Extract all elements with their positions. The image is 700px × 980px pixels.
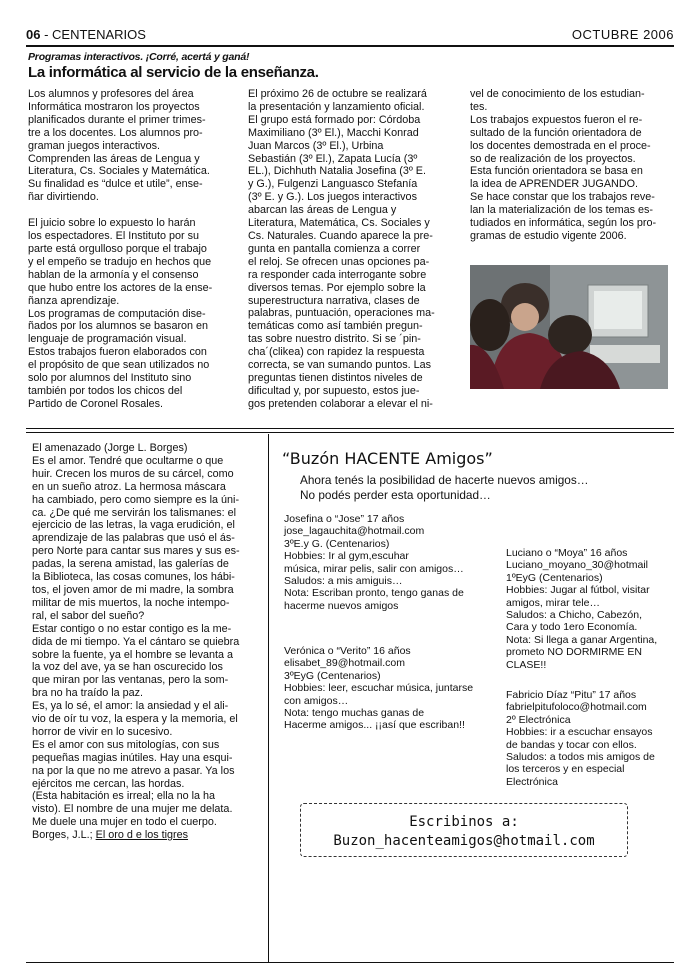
article-column-3 xyxy=(470,88,674,243)
article-paragraph: El juicio sobre lo expuesto lo harán los espectadores. El Instituto por su parte está orgulloso porque el trabajo y el empeño se tradujo en hechos que hablan de la armonía y el consenso que hubo entre los actores de la ense- ñanza aprendizaje. Los programas de computación dise- ñados por los alumnos se basaron en lenguaje de programación visual. Estos trabajos fueron elaborados con el propósito de que sean utilizados no solo por alumnos del Instituto sino también por todos los chicos del Partido de Coronel Rosales. xyxy=(28,217,213,410)
poem-signature xyxy=(32,829,262,842)
poem-block xyxy=(32,442,262,842)
poem-title: El amenazado (Jorge L. Borges) xyxy=(32,442,188,454)
section-divider xyxy=(26,428,674,429)
poem-author: Borges, J.L.; xyxy=(32,829,96,842)
friend-card: Fabricio Díaz “Pitu” 17 años fabrielpitufoloco@hotmail.com 2º Electrónica Hobbies: ir a escuchar ensayos de bandas y tocar con ellos. Saludos: a todos mis amigos de los terceros y en especial Electrónica xyxy=(506,689,655,788)
column-divider xyxy=(268,434,269,962)
issue-date: OCTUBRE 2006 xyxy=(571,27,674,42)
header-section xyxy=(26,27,146,42)
students-computer-photo xyxy=(470,265,668,389)
contact-email[interactable]: Buzon_hacenteamigos@hotmail.com xyxy=(333,833,595,849)
buzon-subtitle: Ahora tenés la posibilidad de hacerte nuevos amigos… No podés perder esta oportunidad… xyxy=(300,473,589,502)
article-column-2 xyxy=(248,88,462,411)
contact-box xyxy=(300,803,628,857)
poem-book-title: El oro d e los tigres xyxy=(95,829,189,842)
bottom-rule xyxy=(26,962,674,963)
friend-card: Josefina o “Jose” 17 años jose_lagauchita@hotmail.com 3ºE.y G. (Centenarios) Hobbies: Ir al gym,escuhar música, mirar pelis, salir con amigos… Saludos: a mis amiguis… Nota: Escriban pronto, tengo ganas de hacerme nuevos amigos xyxy=(284,513,464,612)
photo-illustration xyxy=(470,265,668,389)
article-column-1 xyxy=(28,88,238,411)
buzon-title: “Buzón HACENTE Amigos” xyxy=(282,449,493,468)
section-name: - CENTENARIOS xyxy=(40,27,146,42)
article-headline: La informática al servicio de la enseñanza. xyxy=(28,64,319,81)
contact-heading: Escribinos a: xyxy=(409,814,519,830)
section-divider xyxy=(26,432,674,433)
article-paragraph: Los alumnos y profesores del área Informática mostraron los proyectos planificados durante el primer trimes- tre a los docentes. Los alumnos pro- graman juegos interactivos. Comprenden las áreas de Lengua y Literatura, Cs. Sociales y Matemática. Su finalidad es “dulce et utile”, ense- ñar divirtiendo. xyxy=(28,88,210,204)
article-paragraph: vel de conocimiento de los estudian- tes. Los trabajos expuestos fueron el re- sultado de la función orientadora de los docentes demostrada en el proce- so de realización de los proyectos. Esta función orientadora se basa en la idea de APRENDER JUGANDO. Se hace constar que los trabajos reve- lan la materialización de los temas es- tudiados en informática, según los pro- gramas de estudio vigente 2006. xyxy=(470,88,657,242)
page-number: 06 xyxy=(26,27,41,42)
friend-card: Luciano o “Moya” 16 años Luciano_moyano_30@hotmail 1ºEyG (Centenarios) Hobbies: Jugar al fútbol, visitar amigos, mirar tele… Saludos: a Chicho, Cabezón, Cara y todo 1ero Economía. Nota: Si llega a ganar Argentina, prometo NO DORMIRME EN CLASE!! xyxy=(506,547,658,671)
article-kicker: Programas interactivos. ¡Corré, acertá y ganá! xyxy=(28,51,250,63)
poem-body: Es el amor. Tendré que ocultarme o que huir. Crecen los muros de su cárcel, como en un sueño atroz. La hermosa máscara ha cambiado, pero como siempre es la úni- ca. ¿De qué me servirán los talismanes: el ejercicio de las letras, la vaga erudición, el aprendizaje de las palabras que usó el ás- pero Norte para cantar sus mares y sus es- padas, la serena amistad, las galerías de la Biblioteca, las cosas comunes, los hábi- tos, el joven amor de mi madre, la sombra militar de mis muertos, la noche intempo- ral, el sabor del sueño? Estar contigo o no estar contigo es la me- dida de mi tiempo. Ya el cántaro se quiebra sobre la fuente, ya el hombre se levanta a la voz del ave, ya se han oscurecido los que miran por las ventanas, pero la som- bra no ha traído la paz. Es, ya lo sé, el amor: la ansiedad y el ali- vio de oír tu voz, la espera y la memoria, el horror de vivir en lo sucesivo. Es el amor con sus mitologías, con sus pequeñas magias inútiles. Hay una esqui- na por la que no me atrevo a pasar. Ya los ejércitos me cercan, las hordas. (Esta habitación es irreal; ella no la ha visto). El nombre de una mujer me delata. Me duele una mujer en todo el cuerpo. xyxy=(32,454,240,829)
page-header xyxy=(26,23,674,47)
friend-card: Verónica o “Verito” 16 años elisabet_89@hotmail.com 3ºEyG (Centenarios) Hobbies: leer, escuchar música, juntarse con amigos… Nota: tengo muchas ganas de Hacerme amigos... ¡¡así que escriban!! xyxy=(284,645,474,732)
article-paragraph: El próximo 26 de octubre se realizará la presentación y lanzamiento oficial. El grupo está formado por: Córdoba Maximiliano (3º El.), Macchi Konrad Juan Marcos (3º El.), Urbina Sebastián (3º El.), Zapata Lucía (3º EL.), Dichhuth Natalia Josefina (3º E. y G.), Fulgenzi Languasco Stefanía (3º E. y G.). Los juegos interactivos abarcan las áreas de Lengua y Literatura, Matemática, Cs. Sociales y Cs. Naturales. Cuando aparece la pre- gunta en pantalla comienza a correr el reloj. Se ofrecen unas opciones pa- ra responder cada interrogante sobre diversos temas. Por ejemplo sobre la superestructura narrativa, clases de palabras, puntuación, operaciones ma- temáticas como así también pregun- tas sobre nuestro distrito. Si se ´pin- cha´(clikea) con rapidez la respuesta correcta, se van sumando puntos. Las preguntas tienen distintos niveles de dificultad y, por supuesto, estos jue- gos pretenden colaborar a elevar el ni- xyxy=(248,88,435,410)
